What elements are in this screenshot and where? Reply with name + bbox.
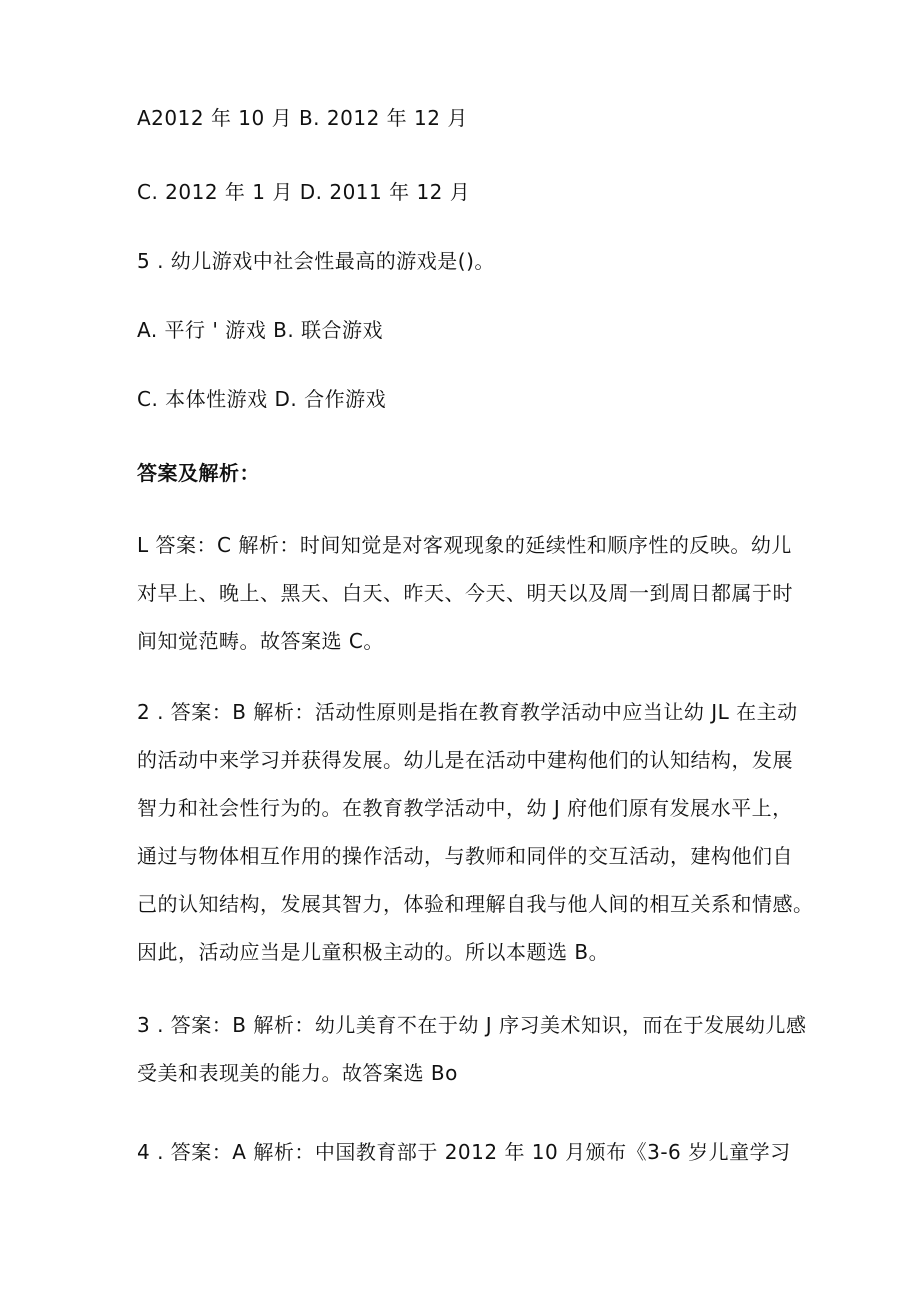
q5-options-line-2: C. 本体性游戏 D. 合作游戏: [137, 387, 387, 411]
q4-options-line-2: C. 2012 年 1 月 D. 2011 年 12 月: [137, 180, 471, 204]
answer-2-line-2: 的活动中来学习并获得发展。幼儿是在活动中建构他们的认知结构，发展: [137, 748, 793, 772]
answer-1-line-2: 对早上、晚上、黑天、白天、昨天、今天、明天以及周一到周日都属于时: [137, 581, 793, 605]
answer-1-line-3: 间知觉范畴。故答案选 C。: [137, 629, 384, 653]
q4-options-line-1: A2012 年 10 月 B. 2012 年 12 月: [137, 106, 468, 130]
q5-stem: 5 . 幼儿游戏中社会性最高的游戏是()。: [137, 249, 495, 273]
answer-1-line-1: L 答案：C 解析：时间知觉是对客观现象的延续性和顺序性的反映。幼儿: [137, 533, 792, 557]
answer-2-line-4: 通过与物体相互作用的操作活动，与教师和同伴的交互活动，建构他们自: [137, 844, 793, 868]
answer-2-line-3: 智力和社会性行为的。在教育教学活动中，幼 J 府他们原有发展水平上，: [137, 796, 793, 820]
answer-3-line-2: 受美和表现美的能力。故答案选 Bo: [137, 1061, 458, 1085]
answer-2-line-6: 因此，活动应当是儿童积极主动的。所以本题选 B。: [137, 940, 610, 964]
q5-options-line-1: A. 平行 ' 游戏 B. 联合游戏: [137, 318, 384, 342]
answer-2-line-1: 2 . 答案：B 解析：活动性原则是指在教育教学活动中应当让幼 JL 在主动: [137, 700, 798, 724]
answer-4-line-1: 4 . 答案：A 解析：中国教育部于 2012 年 10 月颁布《3-6 岁儿童学习: [137, 1140, 791, 1164]
answer-3-line-1: 3 . 答案：B 解析：幼儿美育不在于幼 J 序习美术知识，而在于发展幼儿感: [137, 1013, 807, 1037]
answer-2-line-5: 己的认知结构，发展其智力，体验和理解自我与他人间的相互关系和情感。: [137, 892, 814, 916]
answers-heading: 答案及解析：: [137, 461, 260, 485]
